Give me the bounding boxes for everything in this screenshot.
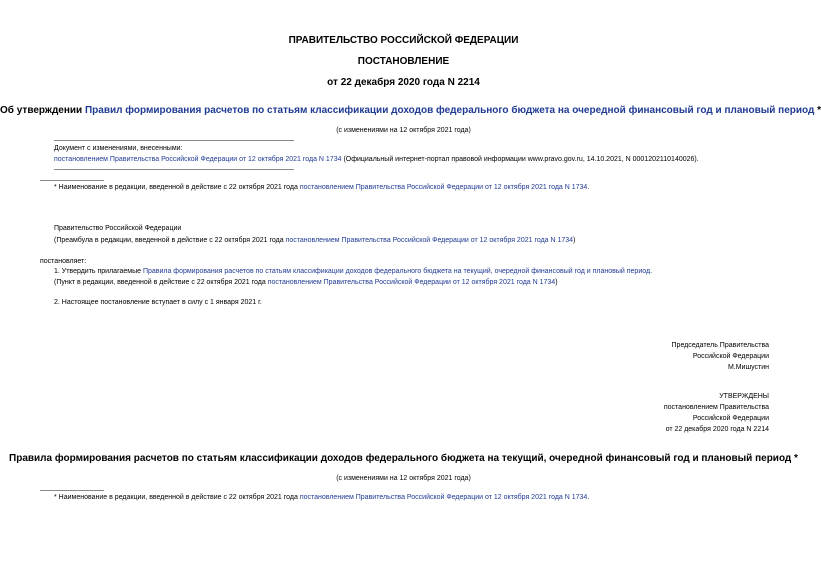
divider bbox=[54, 140, 294, 141]
item-1-note-end: ) bbox=[555, 279, 558, 286]
title-asterisk: * bbox=[814, 105, 821, 116]
title-rules-link[interactable]: Правил формирования расчетов по статьям классификации доходов федерального бюджета на очередной финансовый год и плановый период bbox=[84, 105, 815, 116]
amendment-source: (Официальный интернет-портал правовой информации www.pravo.gov.ru, 14.10.2021, N 0001202110140026). bbox=[341, 156, 699, 163]
footnote-2-text: * Наименование в редакции, введенной в действие с 22 октября 2021 года bbox=[54, 494, 300, 501]
footnote-1-link[interactable]: постановлением Правительства Российской Федерации от 12 октября 2021 года N 1734 bbox=[299, 184, 588, 191]
preamble-note bbox=[54, 237, 575, 244]
rules-changes-note: (с изменениями на 12 октября 2021 года) bbox=[336, 475, 471, 482]
signature-name: М.Мишустин bbox=[727, 364, 769, 371]
doc-type-heading: ПОСТАНОВЛЕНИЕ bbox=[357, 56, 450, 67]
item-1-prefix: 1. Утвердить прилагаемые bbox=[54, 268, 143, 275]
preamble-note-link[interactable]: постановлением Правительства Российской Федерации от 12 октября 2021 года N 1734 bbox=[285, 237, 574, 244]
signature-position: Председатель Правительства bbox=[671, 342, 769, 349]
amendments-label: Документ с изменениями, внесенными: bbox=[54, 145, 183, 152]
footnote-1 bbox=[54, 184, 589, 191]
preamble-text: Правительство Российской Федерации bbox=[54, 225, 182, 232]
preamble-note-prefix: (Преамбула в редакции, введенной в действие с 22 октября 2021 года bbox=[54, 237, 286, 244]
item-1-note-prefix: (Пункт в редакции, введенной в действие с 22 октября 2021 года bbox=[54, 279, 268, 286]
item-2: 2. Настоящее постановление вступает в силу с 1 января 2021 г. bbox=[54, 299, 262, 306]
item-1 bbox=[54, 268, 652, 275]
divider bbox=[54, 169, 294, 170]
approved-line-2: постановлением Правительства bbox=[663, 404, 769, 411]
approved-line-4: от 22 декабря 2020 года N 2214 bbox=[665, 426, 769, 433]
item-1-note-link[interactable]: постановлением Правительства Российской Федерации от 12 октября 2021 года N 1734 bbox=[267, 279, 556, 286]
footnote-1-text: * Наименование в редакции, введенной в действие с 22 октября 2021 года bbox=[54, 184, 300, 191]
signature-country: Российской Федерации bbox=[692, 353, 769, 360]
title-prefix: Об утверждении bbox=[0, 105, 85, 116]
approved-heading: УТВЕРЖДЕНЫ bbox=[719, 393, 769, 400]
item-1-note bbox=[54, 279, 558, 286]
footnote-1-end: . bbox=[587, 184, 590, 191]
amendments-line bbox=[54, 156, 699, 163]
item-1-end: . bbox=[650, 268, 653, 275]
government-heading: ПРАВИТЕЛЬСТВО РОССИЙСКОЙ ФЕДЕРАЦИИ bbox=[288, 35, 519, 46]
document-title bbox=[0, 105, 821, 116]
resolves-text: постановляет: bbox=[40, 258, 87, 265]
rules-title: Правила формирования расчетов по статьям классификации доходов федерального бюджета на текущий, очередной финансовый год и плановый период * bbox=[9, 453, 798, 464]
footnote-2-link[interactable]: постановлением Правительства Российской Федерации от 12 октября 2021 года N 1734 bbox=[299, 494, 588, 501]
footnote-divider bbox=[40, 180, 104, 181]
item-1-rules-link[interactable]: Правила формирования расчетов по статьям классификации доходов федерального бюджета на текущий, очередной финансовый год и плановый период bbox=[142, 268, 651, 275]
amendment-link[interactable]: постановлением Правительства Российской Федерации от 12 октября 2021 года N 1734 bbox=[54, 156, 342, 163]
changes-note: (с изменениями на 12 октября 2021 года) bbox=[336, 127, 471, 134]
preamble-note-end: ) bbox=[573, 237, 576, 244]
footnote-2 bbox=[54, 494, 589, 501]
footnote-2-end: . bbox=[587, 494, 590, 501]
footnote-divider bbox=[40, 490, 104, 491]
date-number: от 22 декабря 2020 года N 2214 bbox=[327, 77, 480, 88]
approved-line-3: Российской Федерации bbox=[692, 415, 769, 422]
